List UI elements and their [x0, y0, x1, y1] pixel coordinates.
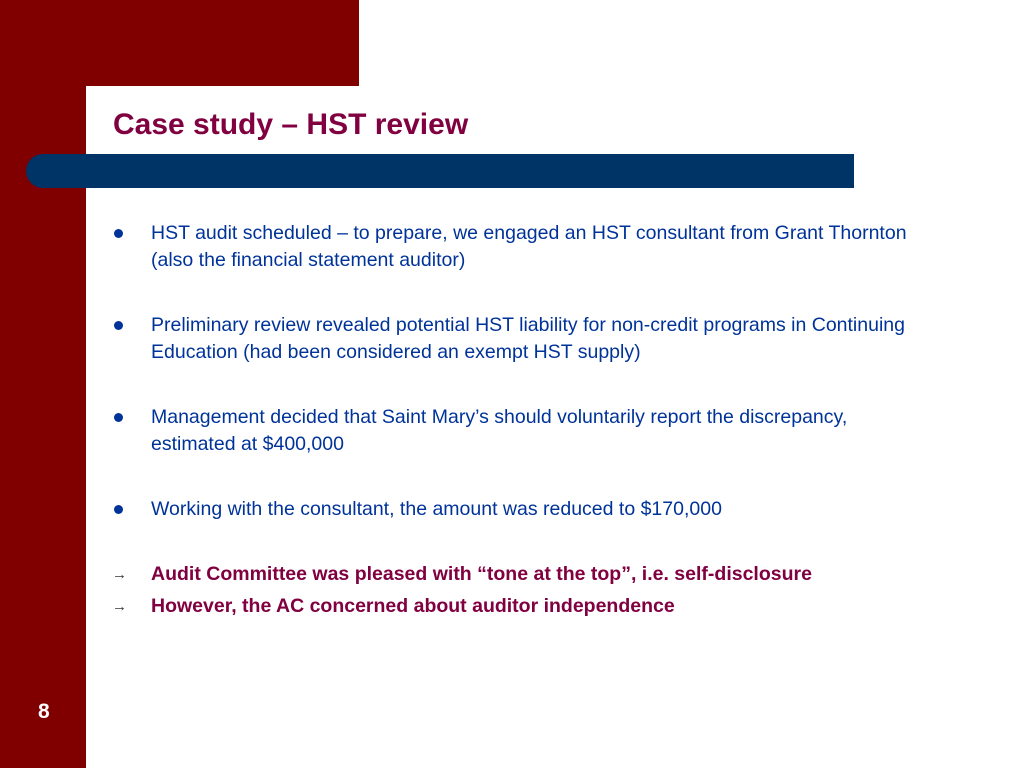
bullet-item	[112, 496, 932, 523]
bullet-text: Working with the consultant, the amount was reduced to $170,000	[151, 498, 722, 520]
bullet-item	[112, 220, 932, 274]
page-number: 8	[38, 700, 50, 723]
bullet-text: Management decided that Saint Mary’s should voluntarily report the discrepancy, estimated at $400,000	[151, 406, 848, 455]
bullet-text: HST audit scheduled – to prepare, we engaged an HST consultant from Grant Thornton (also the financial statement auditor)	[151, 222, 907, 271]
bullet-item	[112, 404, 932, 458]
bullet-item-emphasis	[112, 593, 932, 620]
bullet-text: However, the AC concerned about auditor independence	[151, 595, 675, 617]
bullet-list	[112, 220, 932, 625]
top-frame-band	[0, 0, 359, 86]
arrow-right-icon: →	[112, 598, 127, 615]
title-underline-bar	[26, 154, 854, 188]
slide-title: Case study – HST review	[113, 108, 469, 141]
bullet-text: Audit Committee was pleased with “tone at the top”, i.e. self-disclosure	[151, 563, 812, 585]
bullet-text: Preliminary review revealed potential HST liability for non-credit programs in Continuing Education (had been considered an exempt HST supply)	[151, 314, 905, 363]
bullet-item-emphasis	[112, 561, 932, 588]
left-frame-band	[0, 0, 86, 768]
arrow-right-icon: →	[112, 566, 127, 583]
bullet-item	[112, 312, 932, 366]
